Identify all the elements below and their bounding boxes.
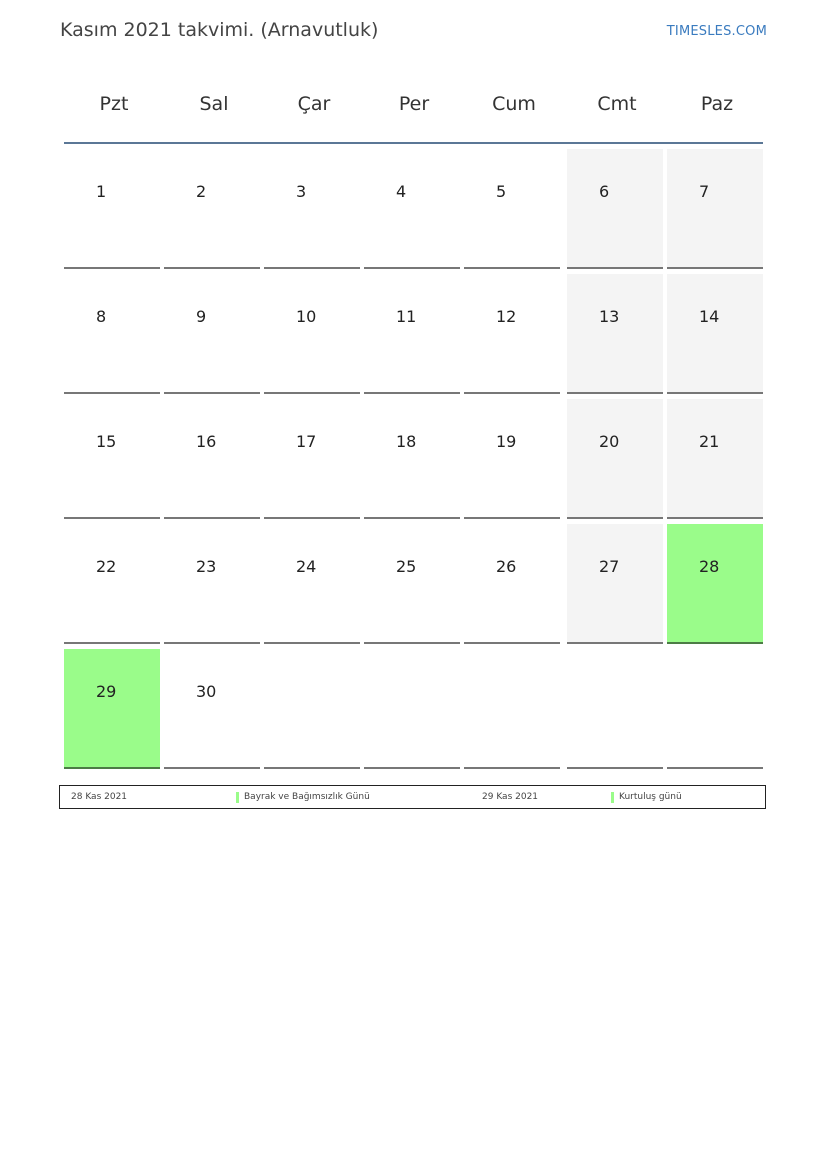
day-cell[interactable] xyxy=(364,524,460,644)
header-divider xyxy=(64,142,763,144)
day-cell[interactable] xyxy=(567,274,663,394)
day-number: 23 xyxy=(196,557,217,576)
legend-holiday-name: Kurtuluş günü xyxy=(619,792,682,802)
day-cell[interactable] xyxy=(264,274,360,394)
cell-underline xyxy=(264,392,360,394)
day-number: 26 xyxy=(496,557,517,576)
day-cell[interactable] xyxy=(567,149,663,269)
empty-day-cell xyxy=(264,649,360,769)
cell-underline xyxy=(567,267,663,269)
page-title: Kasım 2021 takvimi. (Arnavutluk) xyxy=(60,19,379,41)
cell-underline xyxy=(667,392,763,394)
cell-underline xyxy=(364,517,460,519)
day-number: 20 xyxy=(599,432,620,451)
cell-underline xyxy=(64,642,160,644)
cell-underline xyxy=(364,642,460,644)
day-number: 27 xyxy=(599,557,620,576)
cell-underline xyxy=(667,642,763,644)
day-cell[interactable] xyxy=(164,649,260,769)
cell-underline xyxy=(364,392,460,394)
empty-day-cell xyxy=(364,649,460,769)
day-cell[interactable] xyxy=(667,399,763,519)
day-number: 5 xyxy=(496,182,507,201)
cell-underline xyxy=(264,642,360,644)
day-cell[interactable] xyxy=(164,399,260,519)
day-number: 10 xyxy=(296,307,317,326)
cell-underline xyxy=(264,267,360,269)
cell-underline xyxy=(64,767,160,769)
day-number: 14 xyxy=(699,307,720,326)
day-cell[interactable] xyxy=(667,274,763,394)
cell-underline xyxy=(164,517,260,519)
cell-underline xyxy=(64,392,160,394)
day-number: 17 xyxy=(296,432,317,451)
day-cell[interactable] xyxy=(264,149,360,269)
legend-color-marker xyxy=(611,792,614,803)
weekday-header xyxy=(64,80,764,128)
cell-underline xyxy=(567,392,663,394)
weekday-sun: Paz xyxy=(700,93,734,115)
cell-underline xyxy=(364,767,460,769)
day-number: 2 xyxy=(196,182,207,201)
day-cell[interactable] xyxy=(667,524,763,644)
day-cell[interactable] xyxy=(164,149,260,269)
weekday-mon: Pzt xyxy=(99,93,129,115)
day-cell[interactable] xyxy=(64,149,160,269)
weekday-wed: Çar xyxy=(297,93,331,115)
cell-underline xyxy=(464,517,560,519)
cell-underline xyxy=(667,267,763,269)
day-number: 29 xyxy=(96,682,117,701)
day-number: 1 xyxy=(96,182,107,201)
day-number: 24 xyxy=(296,557,317,576)
day-cell[interactable] xyxy=(164,524,260,644)
day-number: 7 xyxy=(699,182,710,201)
cell-underline xyxy=(264,517,360,519)
cell-underline xyxy=(264,767,360,769)
cell-underline xyxy=(64,267,160,269)
day-number: 30 xyxy=(196,682,217,701)
day-number: 4 xyxy=(396,182,407,201)
day-number: 15 xyxy=(96,432,117,451)
day-cell[interactable] xyxy=(464,524,560,644)
cell-underline xyxy=(364,267,460,269)
day-number: 12 xyxy=(496,307,517,326)
cell-underline xyxy=(164,642,260,644)
empty-day-cell xyxy=(567,649,663,769)
legend-date: 29 Kas 2021 xyxy=(482,792,539,802)
day-cell[interactable] xyxy=(64,399,160,519)
cell-underline xyxy=(164,267,260,269)
day-cell[interactable] xyxy=(464,149,560,269)
cell-underline xyxy=(464,392,560,394)
day-number: 13 xyxy=(599,307,620,326)
cell-underline xyxy=(164,392,260,394)
day-number: 6 xyxy=(599,182,610,201)
cell-underline xyxy=(667,767,763,769)
day-number: 9 xyxy=(196,307,207,326)
day-cell[interactable] xyxy=(667,149,763,269)
day-number: 21 xyxy=(699,432,720,451)
day-cell[interactable] xyxy=(164,274,260,394)
day-number: 11 xyxy=(396,307,417,326)
cell-underline xyxy=(64,517,160,519)
day-number: 3 xyxy=(296,182,307,201)
day-cell[interactable] xyxy=(364,399,460,519)
day-number: 22 xyxy=(96,557,117,576)
cell-underline xyxy=(567,517,663,519)
holiday-legend xyxy=(59,785,766,809)
legend-color-marker xyxy=(236,792,239,803)
day-cell[interactable] xyxy=(364,149,460,269)
day-cell[interactable] xyxy=(567,399,663,519)
day-number: 18 xyxy=(396,432,417,451)
empty-day-cell xyxy=(464,649,560,769)
cell-underline xyxy=(164,767,260,769)
weekday-tue: Sal xyxy=(199,93,229,115)
day-cell[interactable] xyxy=(264,524,360,644)
day-cell[interactable] xyxy=(64,649,160,769)
day-cell[interactable] xyxy=(364,274,460,394)
day-cell[interactable] xyxy=(64,274,160,394)
day-number: 28 xyxy=(699,557,720,576)
day-number: 25 xyxy=(396,557,417,576)
day-cell[interactable] xyxy=(264,399,360,519)
weekday-sat: Cmt xyxy=(597,93,637,115)
day-number: 8 xyxy=(96,307,107,326)
day-cell[interactable] xyxy=(64,524,160,644)
day-number: 16 xyxy=(196,432,217,451)
legend-date: 28 Kas 2021 xyxy=(71,792,128,802)
cell-underline xyxy=(567,642,663,644)
weekday-thu: Per xyxy=(398,93,430,115)
empty-day-cell xyxy=(667,649,763,769)
cell-underline xyxy=(667,517,763,519)
cell-underline xyxy=(567,767,663,769)
cell-underline xyxy=(464,767,560,769)
brand-link[interactable]: TIMESLES.COM xyxy=(666,24,767,39)
weekday-fri: Cum xyxy=(492,93,536,115)
day-cell[interactable] xyxy=(464,274,560,394)
legend-holiday-name: Bayrak ve Bağımsızlık Günü xyxy=(244,792,370,802)
cell-underline xyxy=(464,642,560,644)
cell-underline xyxy=(464,267,560,269)
day-cell[interactable] xyxy=(464,399,560,519)
day-number: 19 xyxy=(496,432,517,451)
day-cell[interactable] xyxy=(567,524,663,644)
